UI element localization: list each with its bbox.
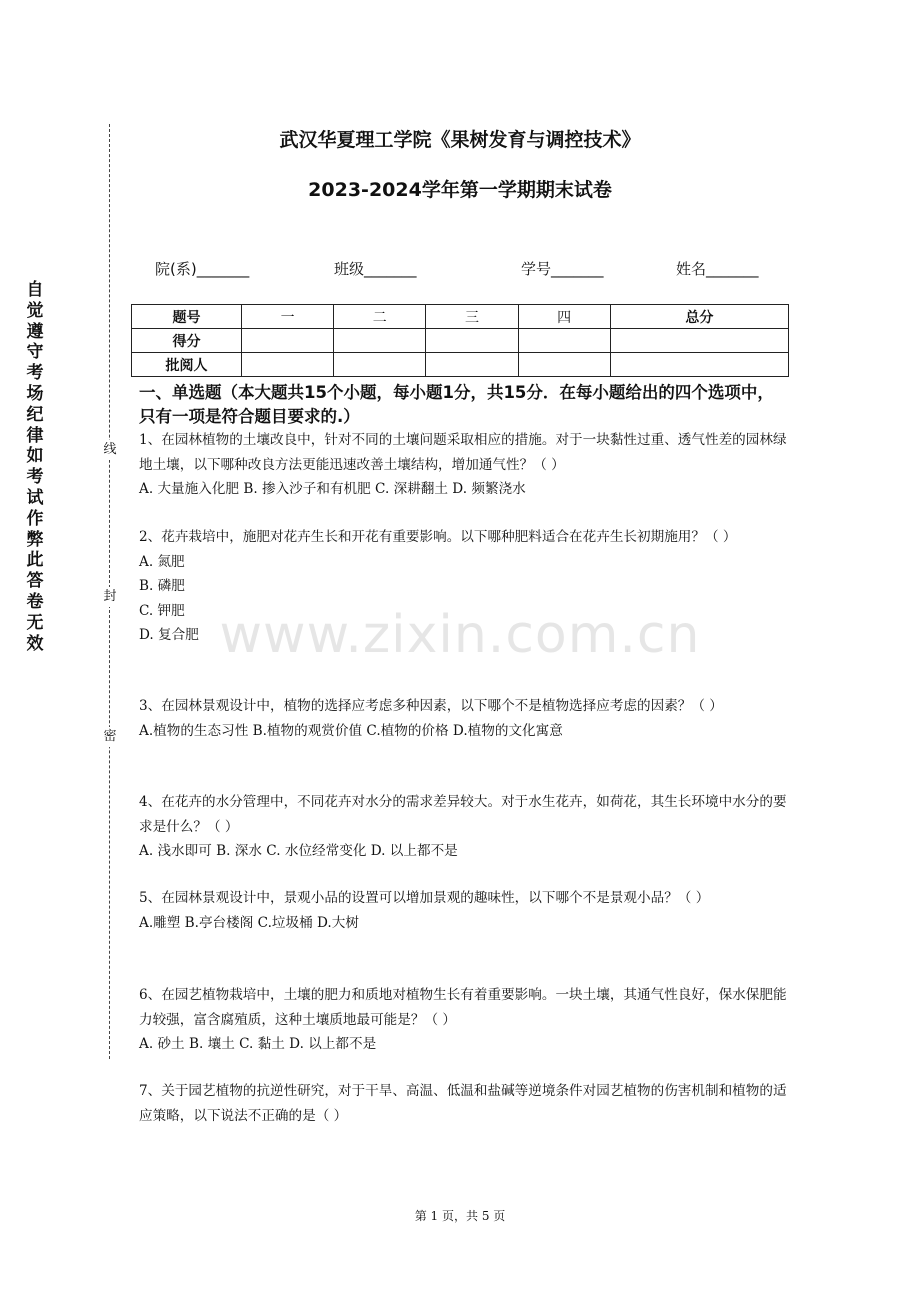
- table-cell: [426, 329, 518, 353]
- table-cell: [334, 353, 426, 377]
- question-stem: 1、在园林植物的土壤改良中，针对不同的土壤问题采取相应的措施。对于一块黏性过重、透气性差的园林绿地土壤，以下哪种改良方法更能迅速改善土壤结构，增加通气性？（ ）: [139, 432, 787, 473]
- table-header-cell: 四: [518, 305, 610, 329]
- question-options: A.雕塑 B.亭台楼阁 C.垃圾桶 D.大树: [139, 914, 359, 931]
- question-stem: 5、在园林景观设计中，景观小品的设置可以增加景观的趣味性，以下哪个不是景观小品？（ ）: [139, 890, 710, 906]
- class-field: 班级_______: [334, 260, 417, 278]
- table-cell: [426, 353, 518, 377]
- question-options: A. 大量施入化肥 B. 掺入沙子和有机肥 C. 深耕翻土 D. 频繁浇水: [139, 481, 526, 497]
- score-table: [131, 304, 789, 377]
- table-cell: [334, 329, 426, 353]
- question-3: [139, 694, 789, 743]
- question-6: [139, 983, 789, 1057]
- question-5: [139, 886, 789, 935]
- table-row: [132, 329, 789, 353]
- question-options: A.植物的生态习性 B.植物的观赏价值 C.植物的价格 D.植物的文化寓意: [139, 722, 563, 739]
- table-cell: [242, 329, 334, 353]
- table-cell: [242, 353, 334, 377]
- section-heading: 一、单选题（本大题共15个小题，每小题1分，共15分．在每小题给出的四个选项中，只有一项是符合题目要求的.）: [139, 383, 774, 426]
- option-c: C. 钾肥: [139, 602, 185, 619]
- page-footer: 第 1 页，共 5 页: [414, 1209, 506, 1223]
- student-id-field: 学号_______: [521, 260, 604, 278]
- exam-title: 武汉华夏理工学院《果树发育与调控技术》: [279, 129, 641, 151]
- table-row: [132, 305, 789, 329]
- question-options: A. 砂土 B. 壤土 C. 黏土 D. 以上都不是: [139, 1036, 377, 1052]
- table-cell: [610, 329, 788, 353]
- row-label-grader: 批阅人: [132, 353, 242, 377]
- question-2: [139, 525, 789, 648]
- option-d: D. 复合肥: [139, 627, 199, 643]
- question-7: [139, 1079, 789, 1128]
- question-stem: 4、在花卉的水分管理中，不同花卉对水分的需求差异较大。对于水生花卉，如荷花，其生长环境中水分的要求是什么？（ ）: [139, 794, 787, 835]
- seal-mark-line: 线: [100, 440, 120, 460]
- table-header-cell: 三: [426, 305, 518, 329]
- table-header-cell: 题号: [132, 305, 242, 329]
- table-cell: [518, 353, 610, 377]
- table-cell: [610, 353, 788, 377]
- question-options: A. 浅水即可 B. 深水 C. 水位经常变化 D. 以上都不是: [139, 843, 458, 859]
- table-header-cell: 总分: [610, 305, 788, 329]
- row-label-score: 得分: [132, 329, 242, 353]
- question-4: [139, 790, 789, 864]
- exam-discipline-note: 自觉遵守考场纪律如考试作弊此答卷无效: [26, 280, 44, 654]
- question-stem: 3、在园林景观设计中，植物的选择应考虑多种因素，以下哪个不是植物选择应考虑的因素？（ ）: [139, 698, 723, 714]
- dept-field: 院(系)_______: [155, 260, 250, 278]
- table-header-cell: 一: [242, 305, 334, 329]
- name-field: 姓名_______: [676, 260, 759, 278]
- table-cell: [518, 329, 610, 353]
- question-stem: 6、在园艺植物栽培中，土壤的肥力和质地对植物生长有着重要影响。一块土壤，其通气性良好，保水保肥能力较强，富含腐殖质，这种土壤质地最可能是？（ ）: [139, 987, 787, 1028]
- seal-mark-seal: 封: [100, 587, 120, 607]
- watermark: www.zixin.com.cn: [219, 605, 701, 665]
- question-stem: 7、关于园艺植物的抗逆性研究，对于干旱、高温、低温和盐碱等逆境条件对园艺植物的伤害机制和植物的适应策略，以下说法不正确的是（ ）: [139, 1083, 787, 1124]
- table-row: [132, 353, 789, 377]
- option-b: B. 磷肥: [139, 578, 185, 594]
- seal-mark-secret: 密: [100, 727, 120, 747]
- exam-subtitle: 2023-2024学年第一学期期末试卷: [308, 179, 612, 201]
- question-1: [139, 428, 789, 502]
- table-header-cell: 二: [334, 305, 426, 329]
- option-a: A. 氮肥: [139, 553, 185, 570]
- question-stem: 2、花卉栽培中，施肥对花卉生长和开花有重要影响。以下哪种肥料适合在花卉生长初期施用？（ ）: [139, 529, 737, 545]
